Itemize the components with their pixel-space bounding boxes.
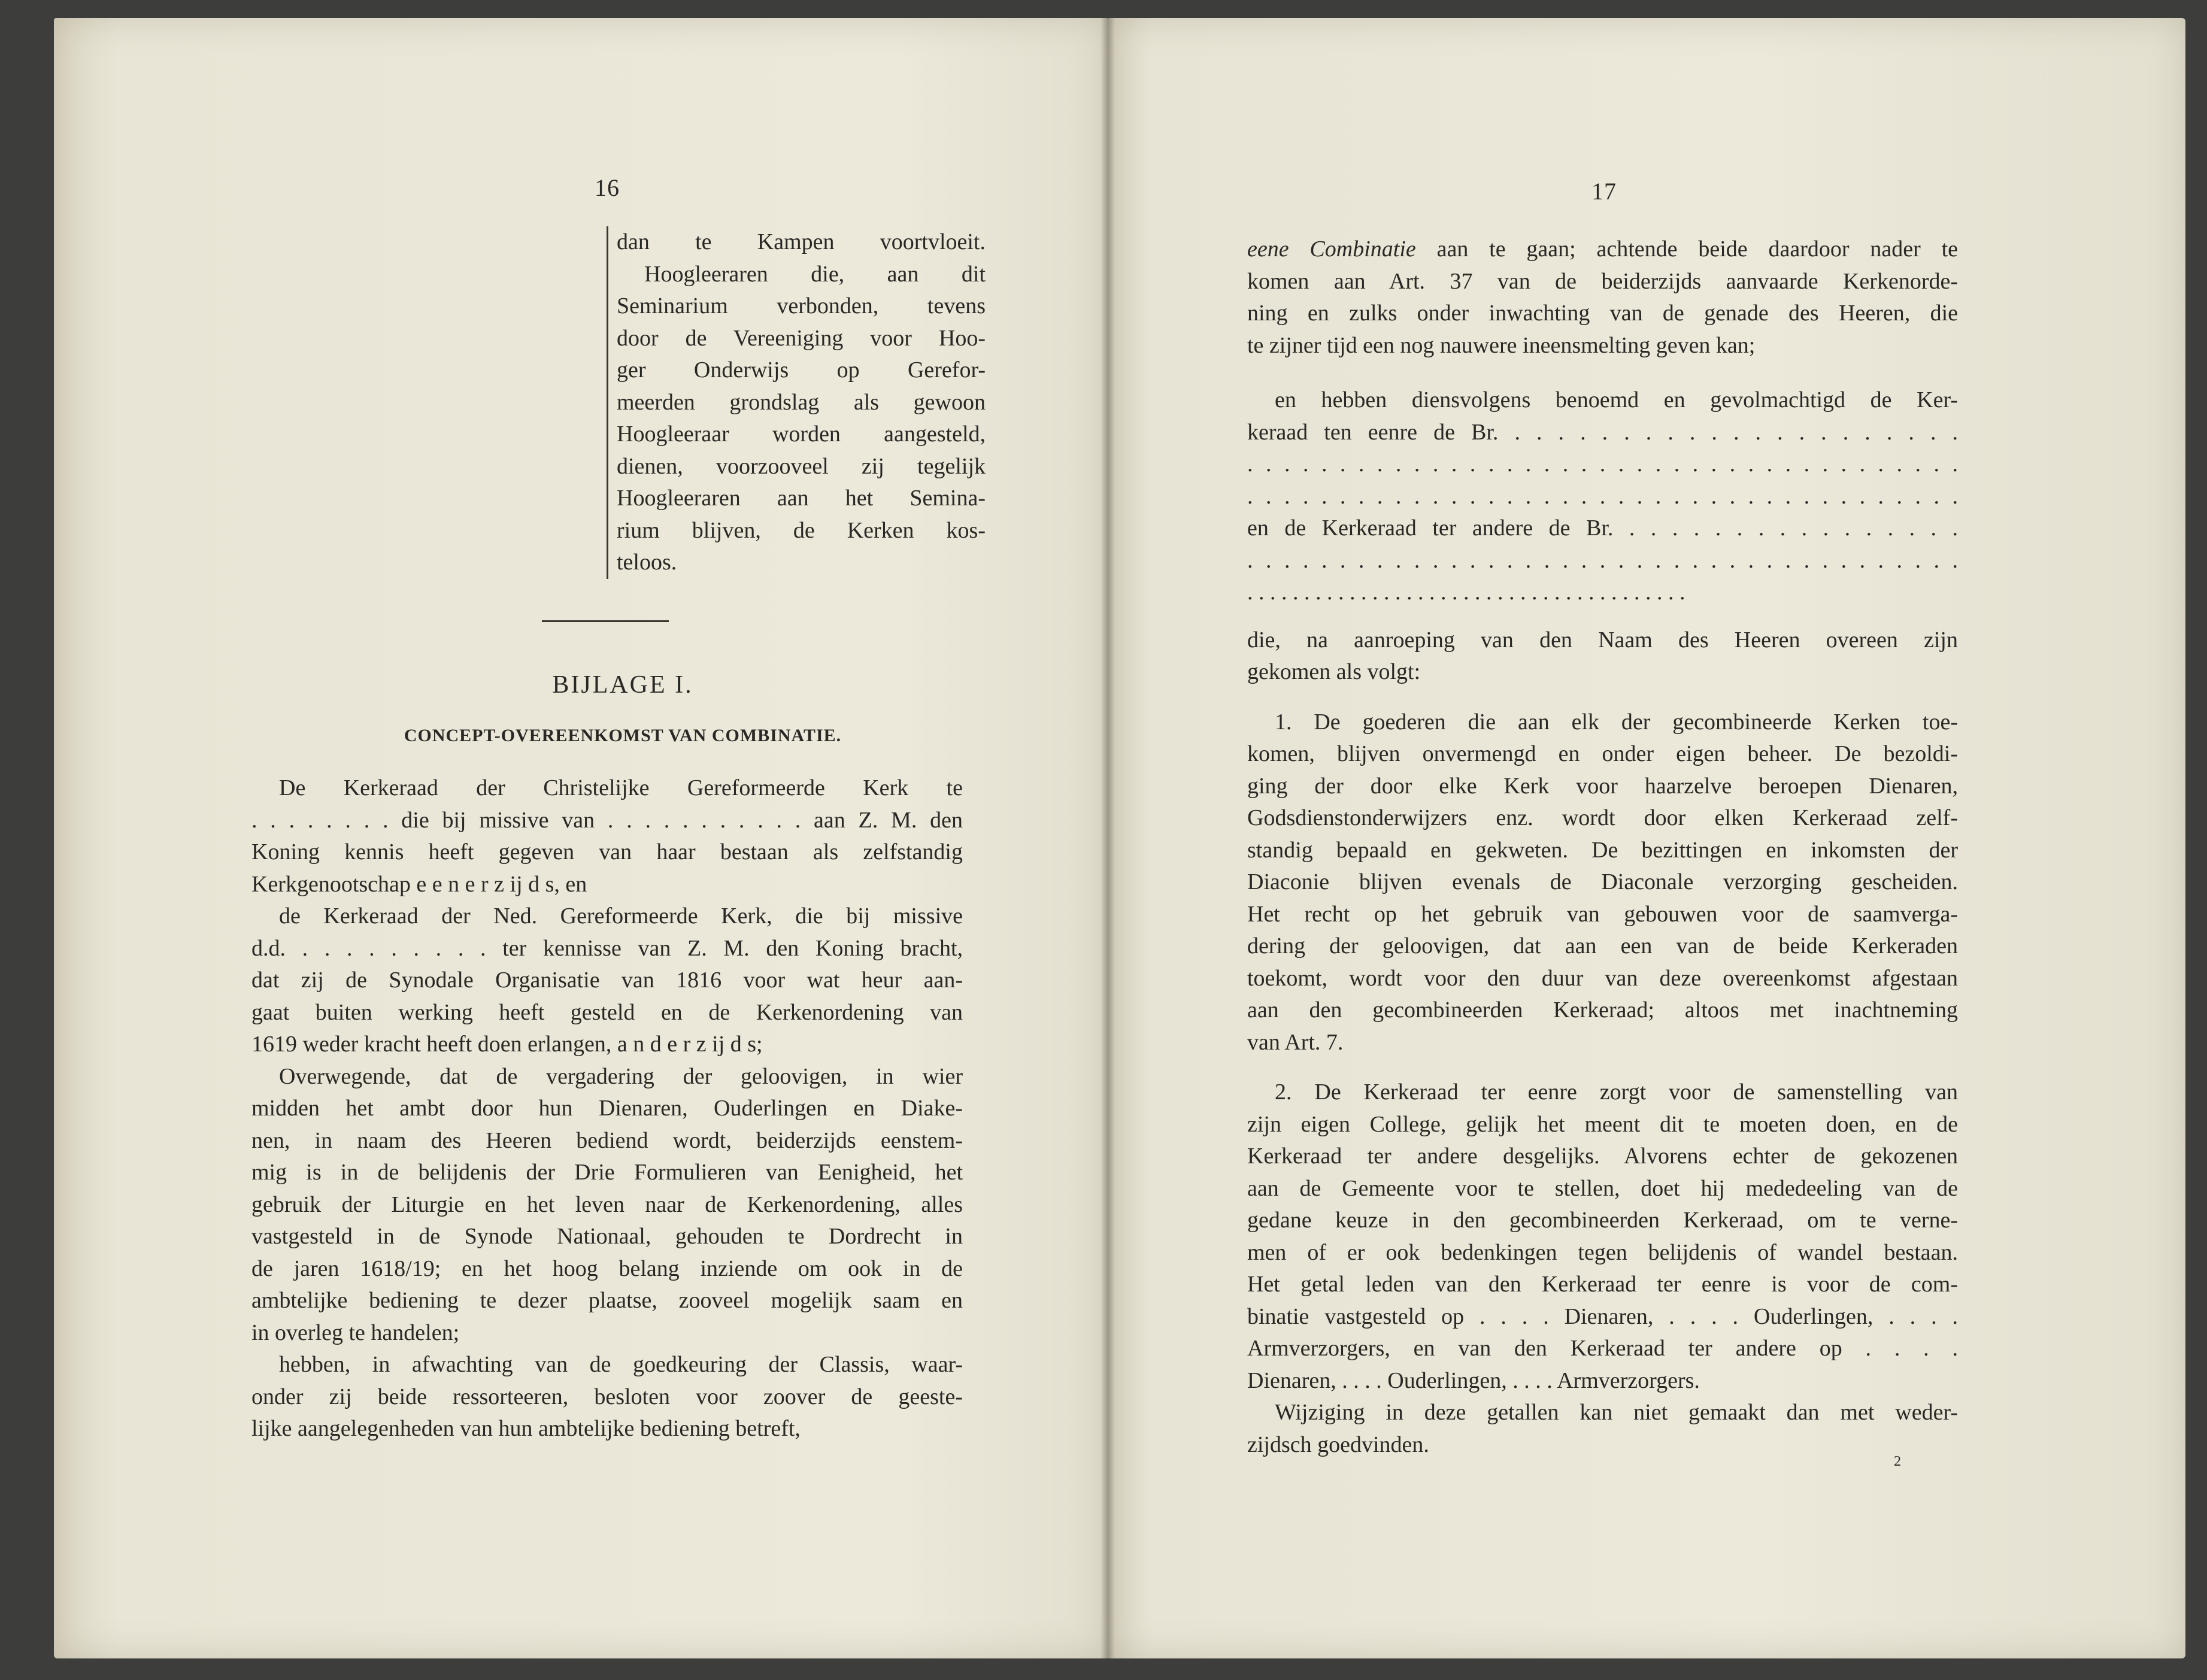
body-line: mig is in de belijdenis der Drie Formulieren van Eenigheid, het	[251, 1160, 963, 1185]
body-line: 1619 weder kracht heeft doen erlangen, a n d e r z ij d s;	[251, 1032, 763, 1057]
intro-line: komen aan Art. 37 van de beiderzijds aanvaarde Kerkenorde-	[1247, 268, 1958, 294]
left-body-text	[251, 772, 963, 1445]
body-line: hebben, in afwachting van de goedkeuring der Classis, waar-	[279, 1352, 963, 1377]
right-body-text	[1247, 233, 1958, 1461]
article-2-line: Kerkeraad ter andere desgelijks. Alvorens echter de gekozenen	[1247, 1144, 1958, 1169]
agreement-line: gekomen als volgt:	[1247, 659, 1421, 684]
body-line: . . . . . . . . die bij missive van . . . . . . . . . . . aan Z. M. den	[251, 807, 963, 833]
article-1-line: standig bepaald en gekweten. De bezittingen en inkomsten der	[1247, 837, 1958, 863]
article-2-line: men of er ook bedenkingen tegen belijdenis of wandel bestaan.	[1247, 1239, 1958, 1265]
body-line: Kerkgenootschap e e n e r z ij d s, en	[251, 871, 587, 897]
article-1-line: dering der geloovigen, dat aan een van de beide Kerkeraden	[1247, 933, 1958, 959]
narrow-column-line: teloos.	[617, 550, 677, 575]
article-1-line: Godsdienstonderwijzers enz. wordt door elken Kerkeraad zelf-	[1247, 805, 1958, 830]
body-line: nen, in naam des Heeren bediend wordt, beiderzijds eenstem-	[251, 1127, 963, 1153]
article-2-line: binatie vastgesteld op . . . . Dienaren, . . . . Ouderlingen, . . . .	[1247, 1303, 1958, 1329]
signature-mark: 2	[1894, 1454, 1901, 1469]
body-line: ambtelijke bediening te dezer plaatse, zooveel mogelijk saam en	[251, 1288, 963, 1313]
narrow-column-line: rium blijven, de Kerken kos-	[617, 517, 986, 543]
article-2-line: Dienaren, . . . . Ouderlingen, . . . . Armverzorgers.	[1247, 1367, 1700, 1393]
appointment-line: . . . . . . . . . . . . . . . . . . . . . . . . . . . . . . . . . . . . . . .	[1247, 483, 1958, 509]
appointment-line: en de Kerkeraad ter andere de Br. . . . . . . . . . . . . . . . .	[1247, 515, 1958, 541]
article-1-line: 1. De goederen die aan elk der gecombineerde Kerken toe-	[1275, 709, 1958, 735]
page-number-left: 16	[595, 174, 620, 201]
narrow-column	[607, 226, 986, 579]
article-1-line: toekomt, wordt voor den duur van deze overeenkomst afgestaan	[1247, 965, 1958, 991]
narrow-column-line: dienen, voorzooveel zij tegelijk	[617, 453, 986, 479]
narrow-column-line: Hoogleeraren die, aan dit	[644, 261, 986, 287]
body-line: vastgesteld in de Synode Nationaal, gehouden te Dordrecht in	[251, 1224, 963, 1249]
body-line: De Kerkeraad der Christelijke Gereformeerde Kerk te	[279, 775, 963, 800]
agreement-title: CONCEPT-OVEREENKOMST VAN COMBINATIE.	[404, 726, 842, 745]
body-line: dat zij de Synodale Organisatie van 1816 voor wat heur aan-	[251, 968, 963, 993]
narrow-column-line: Hoogleeraren aan het Semina-	[617, 486, 986, 511]
body-line: lijke aangelegenheden van hun ambtelijke bediening betreft,	[251, 1416, 801, 1441]
article-2-line: 2. De Kerkeraad ter eenre zorgt voor de samenstelling van	[1275, 1079, 1958, 1105]
body-line: midden het ambt door hun Dienaren, Ouderlingen en Diake-	[251, 1096, 963, 1121]
appointment-line: en hebben diensvolgens benoemd en gevolmachtigd de Ker-	[1275, 387, 1958, 413]
narrow-column-line: Seminarium verbonden, tevens	[617, 293, 986, 319]
appendix-title: BIJLAGE I.	[552, 671, 693, 699]
body-line: gebruik der Liturgie en het leven naar de Kerkenordening, alles	[251, 1191, 963, 1217]
body-line: d.d. . . . . . . . . . ter kennisse van Z. M. den Koning bracht,	[251, 935, 963, 961]
body-line: de Kerkeraad der Ned. Gereformeerde Kerk, die bij missive	[279, 903, 963, 929]
intro-line: ning en zulks onder inwachting van de genade des Heeren, die	[1247, 301, 1958, 326]
body-line: onder zij beide ressorteeren, besloten voor zoover de geeste-	[251, 1384, 963, 1409]
article-1-line: Diaconie blijven evenals de Diaconale verzorging gescheiden.	[1247, 869, 1958, 894]
article-2-line: Wijziging in deze getallen kan niet gemaakt dan met weder-	[1275, 1400, 1958, 1425]
article-2-line: zijn eigen College, gelijk het meent dit te moeten doen, en de	[1247, 1111, 1958, 1137]
section-divider	[542, 620, 669, 622]
intro-line: te zijner tijd een nog nauwere ineensmelting geven kan;	[1247, 332, 1756, 358]
article-1-line: van Art. 7.	[1247, 1029, 1344, 1055]
narrow-column-line: Hoogleeraar worden aangesteld,	[617, 421, 986, 447]
appointment-line: . . . . . . . . . . . . . . . . . . . . . . . . . . . . . . . . . . . . . . .	[1247, 580, 1685, 605]
body-line: in overleg te handelen;	[251, 1320, 460, 1345]
body-line: gaat buiten werking heeft gesteld en de Kerkenordening van	[251, 999, 963, 1025]
article-2-line: Armverzorgers, en van den Kerkeraad ter andere op . . . .	[1247, 1336, 1958, 1361]
article-1-line: aan den gecombineerden Kerkeraad; altoos met inachtneming	[1247, 997, 1958, 1023]
narrow-column-line: door de Vereeniging voor Hoo-	[617, 325, 986, 351]
appointment-line: . . . . . . . . . . . . . . . . . . . . . . . . . . . . . . . . . . . . . . .	[1247, 547, 1958, 573]
narrow-column-line: meerden grondslag als gewoon	[617, 389, 986, 415]
article-2-line: zijdsch goedvinden.	[1247, 1432, 1429, 1457]
body-line: Koning kennis heeft gegeven van haar bestaan als zelfstandig	[251, 839, 963, 865]
article-2-line: Het getal leden van den Kerkeraad ter eenre is voor de com-	[1247, 1272, 1958, 1297]
article-1-line: Het recht op het gebruik van gebouwen voor de saamverga-	[1247, 901, 1958, 927]
page-number-right: 17	[1591, 178, 1617, 205]
article-1-line: ging der door elke Kerk voor haarzelve beroepen Dienaren,	[1247, 773, 1958, 799]
intro-line-0: eene Combinatie aan te gaan; achtende beide daardoor nader te	[1247, 236, 1958, 262]
article-1-line: komen, blijven onvermengd en onder eigen beheer. De bezoldi-	[1247, 741, 1958, 766]
book-gutter	[1101, 18, 1115, 1658]
appointment-line: . . . . . . . . . . . . . . . . . . . . . . . . . . . . . . . . . . . . . . .	[1247, 451, 1958, 477]
article-2-line: gedane keuze in den gecombineerden Kerkeraad, om te verne-	[1247, 1208, 1958, 1233]
body-line: Overwegende, dat de vergadering der geloovigen, in wier	[279, 1063, 963, 1089]
body-line: de jaren 1618/19; en het hoog belang inziende om ook in de	[251, 1256, 963, 1281]
article-2-line: aan de Gemeente voor te stellen, doet hij mededeeling van de	[1247, 1175, 1958, 1201]
intro-italic: eene Combinatie	[1247, 236, 1416, 262]
narrow-column-line: ger Onderwijs op Gerefor-	[617, 357, 986, 383]
narrow-column-line: dan te Kampen voortvloeit.	[617, 229, 986, 254]
appointment-line: keraad ten eenre de Br. . . . . . . . . . . . . . . . . . . . . .	[1247, 419, 1958, 445]
agreement-line: die, na aanroeping van den Naam des Heeren overeen zijn	[1247, 627, 1958, 653]
